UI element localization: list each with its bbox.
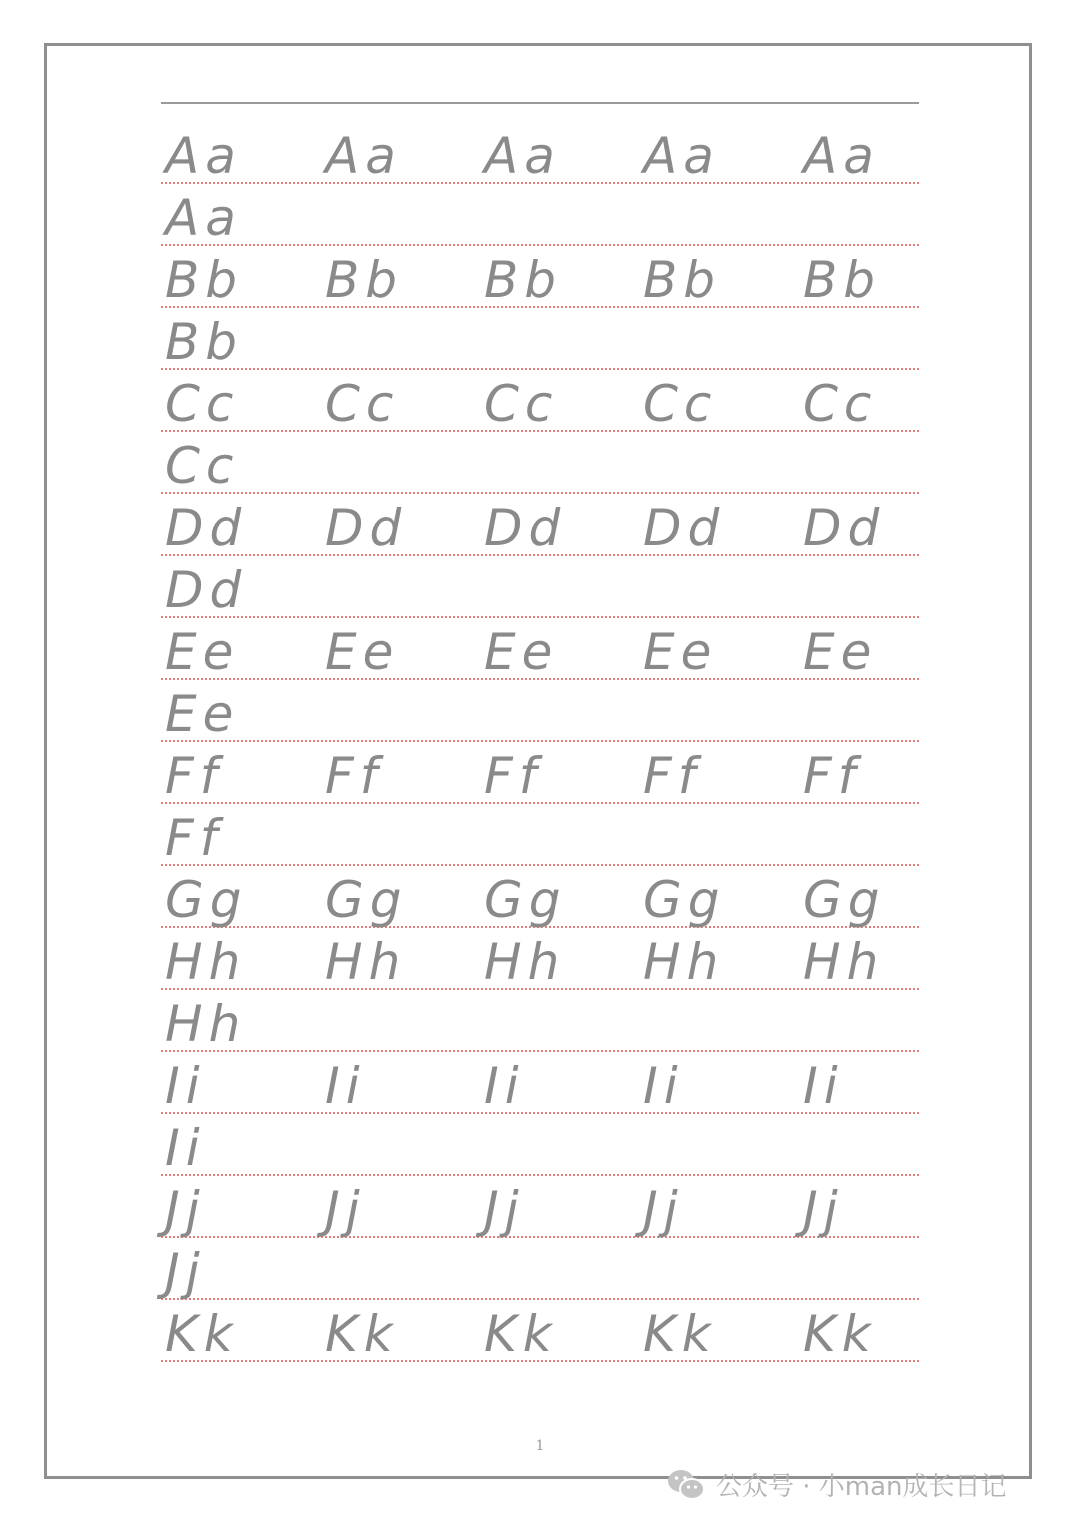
practice-row <box>161 432 919 494</box>
letter-pair: Aa <box>803 127 880 185</box>
letter-pair: Jj <box>643 1181 684 1239</box>
page-number: 1 <box>535 1438 545 1454</box>
letter-pair: Aa <box>484 127 561 185</box>
letter-pair: Bb <box>165 251 244 309</box>
letter-pair: Jj <box>484 1181 525 1239</box>
practice-row <box>161 1176 919 1238</box>
letter-pair: Hh <box>325 933 407 991</box>
practice-row <box>161 494 919 556</box>
letter-pair: Aa <box>325 127 402 185</box>
practice-row <box>161 308 919 370</box>
letter-pair: Bb <box>165 313 244 371</box>
letter-pair: Cc <box>325 375 400 433</box>
letter-pair: Dd <box>165 499 248 557</box>
letter-pair: Jj <box>165 1181 206 1239</box>
practice-row <box>161 680 919 742</box>
letter-pair: Hh <box>643 933 725 991</box>
letter-pair: Dd <box>484 499 567 557</box>
letter-pair: Ff <box>325 747 384 805</box>
letter-pair: Gg <box>325 871 408 929</box>
letter-pair: Dd <box>325 499 408 557</box>
letter-pair: Hh <box>484 933 566 991</box>
letter-pair: Ii <box>803 1057 844 1115</box>
letter-pair: Bb <box>643 251 722 309</box>
practice-row <box>161 742 919 804</box>
practice-row <box>161 866 919 928</box>
letter-pair: Kk <box>325 1305 399 1363</box>
practice-row <box>161 1300 919 1362</box>
practice-row <box>161 184 919 246</box>
letter-pair: Gg <box>484 871 567 929</box>
letter-pair: Ee <box>484 623 559 681</box>
letter-pair: Ff <box>643 747 702 805</box>
letter-pair: Dd <box>803 499 886 557</box>
letter-pair: Ff <box>165 809 224 867</box>
practice-row <box>161 990 919 1052</box>
letter-pair: Bb <box>803 251 882 309</box>
letter-pair: Aa <box>643 127 720 185</box>
letter-pair: Ii <box>165 1057 206 1115</box>
letter-pair: Ff <box>165 747 224 805</box>
practice-row <box>161 370 919 432</box>
letter-pair: Jj <box>325 1181 366 1239</box>
letter-pair: Ee <box>165 623 240 681</box>
letter-pair: Ee <box>325 623 400 681</box>
practice-row <box>161 804 919 866</box>
letter-pair: Aa <box>165 189 242 247</box>
letter-pair: Bb <box>484 251 563 309</box>
letter-pair: Ii <box>484 1057 525 1115</box>
letter-pair: Jj <box>165 1243 206 1301</box>
practice-row <box>161 618 919 680</box>
letter-pair: Ii <box>165 1119 206 1177</box>
letter-pair: Cc <box>484 375 559 433</box>
letter-pair: Aa <box>165 127 242 185</box>
letter-pair: Ee <box>803 623 878 681</box>
watermark-text: 公众号 · 小man成长日记 <box>716 1472 1007 1502</box>
wechat-icon <box>666 1468 706 1502</box>
letter-pair: Cc <box>165 375 240 433</box>
letter-pair: Jj <box>803 1181 844 1239</box>
practice-row <box>161 246 919 308</box>
letter-pair: Gg <box>803 871 886 929</box>
letter-pair: Hh <box>165 933 247 991</box>
letter-pair: Gg <box>643 871 726 929</box>
letter-pair: Kk <box>484 1305 558 1363</box>
letter-pair: Dd <box>643 499 726 557</box>
letter-pair: Ii <box>325 1057 366 1115</box>
practice-row <box>161 928 919 990</box>
letter-pair: Kk <box>803 1305 877 1363</box>
practice-row <box>161 1238 919 1300</box>
letter-pair: Cc <box>165 437 240 495</box>
letter-pair: Ii <box>643 1057 684 1115</box>
letter-pair: Hh <box>803 933 885 991</box>
top-rule <box>161 102 919 104</box>
letter-pair: Cc <box>643 375 718 433</box>
practice-row <box>161 1052 919 1114</box>
letter-pair: Kk <box>643 1305 717 1363</box>
letter-pair: Dd <box>165 561 248 619</box>
watermark <box>666 1466 1007 1503</box>
letter-pair: Kk <box>165 1305 239 1363</box>
handwriting-sheet <box>161 122 919 1362</box>
letter-pair: Cc <box>803 375 878 433</box>
practice-row <box>161 556 919 618</box>
letter-pair: Ff <box>484 747 543 805</box>
letter-pair: Ee <box>165 685 240 743</box>
practice-row <box>161 122 919 184</box>
letter-pair: Bb <box>325 251 404 309</box>
letter-pair: Ff <box>803 747 862 805</box>
practice-row <box>161 1114 919 1176</box>
letter-pair: Hh <box>165 995 247 1053</box>
letter-pair: Ee <box>643 623 718 681</box>
letter-pair: Gg <box>165 871 248 929</box>
